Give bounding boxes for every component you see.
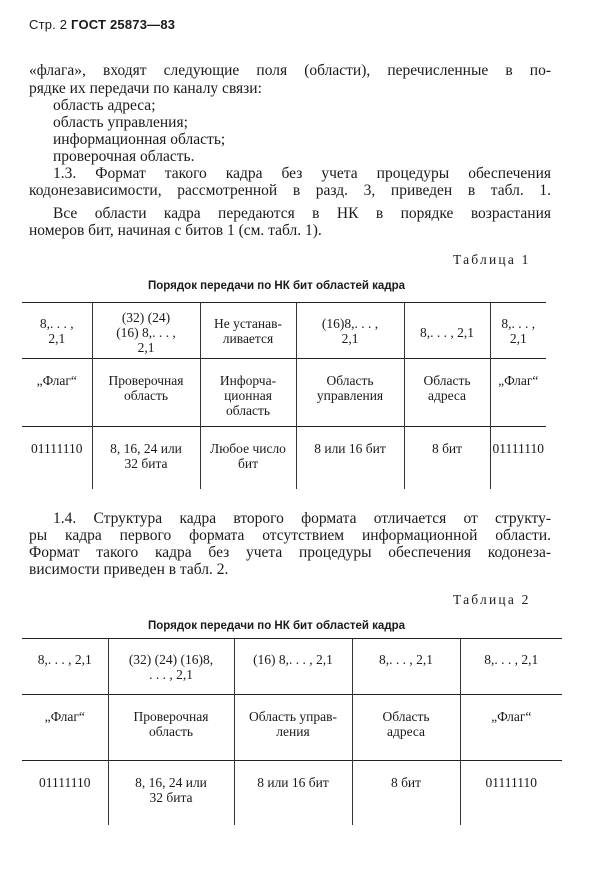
paragraph-line: 1.3. Формат такого кадра без учета процедуры обеспечения bbox=[53, 165, 551, 182]
cell-text: Проверочная область bbox=[133, 709, 209, 739]
cell-text: (32) (24) (16) 8,. . . , 2,1 bbox=[116, 310, 176, 355]
table-cell bbox=[22, 303, 92, 359]
table-cell bbox=[108, 761, 234, 825]
paragraph-line: «флага», входят следующие поля (области), перечисленные в по- bbox=[29, 62, 551, 79]
table-cell bbox=[460, 639, 562, 695]
table-row bbox=[22, 303, 546, 359]
table-cell bbox=[92, 359, 200, 427]
table-cell bbox=[234, 639, 352, 695]
cell-text: Не устанав- ливается bbox=[213, 316, 282, 346]
paragraph-line: ры кадра первого формата отсутствием информационной области. bbox=[29, 527, 551, 544]
paragraph-line: Формат такого кадра без учета процедуры обеспечения кодонеза- bbox=[29, 544, 551, 561]
table-cell bbox=[296, 303, 404, 359]
table-cell bbox=[234, 761, 352, 825]
cell-text: 8,. . . , 2,1 bbox=[379, 652, 433, 667]
table-cell bbox=[460, 761, 562, 825]
table-cell bbox=[352, 639, 460, 695]
list-item: проверочная область. bbox=[53, 148, 195, 165]
list-item: информационная область; bbox=[53, 131, 226, 148]
cell-text: Область управления bbox=[316, 373, 384, 403]
cell-text: 8 или 16 бит bbox=[314, 441, 386, 456]
cell-text: 01111110 bbox=[39, 775, 91, 790]
cell-text: 8, 16, 24 или 32 бита bbox=[110, 441, 182, 471]
paragraph-line: Все области кадра передаются в НК в порядке возрастания bbox=[53, 205, 551, 222]
cell-text: 01111110 bbox=[485, 775, 537, 790]
table-cell bbox=[22, 639, 108, 695]
page-number: Стр. 2 bbox=[29, 17, 68, 32]
data-table bbox=[22, 302, 546, 489]
cell-text: 8,. . . , 2,1 bbox=[39, 316, 74, 346]
table-cell bbox=[234, 695, 352, 761]
paragraph-line: рядке их передачи по каналу связи: bbox=[29, 80, 262, 97]
cell-text: 01111110 bbox=[492, 441, 544, 456]
table-cell bbox=[92, 427, 200, 489]
table-row bbox=[22, 639, 562, 695]
table-title: Порядок передачи по НК бит областей кадра bbox=[148, 620, 406, 632]
table-row bbox=[22, 695, 562, 761]
table-caption: Таблица 1 bbox=[453, 252, 531, 267]
cell-text: 8,. . . , 2,1 bbox=[501, 316, 536, 346]
standard-code: ГОСТ 25873—83 bbox=[71, 17, 176, 32]
table-cell bbox=[108, 695, 234, 761]
table-caption: Таблица 2 bbox=[453, 592, 531, 607]
cell-text: 01111110 bbox=[31, 441, 83, 456]
table-cell bbox=[296, 359, 404, 427]
cell-text: (32) (24) (16)8, . . . , 2,1 bbox=[128, 652, 214, 682]
table-cell bbox=[352, 695, 460, 761]
table-cell bbox=[200, 359, 296, 427]
table-cell bbox=[352, 761, 460, 825]
cell-text: 8 бит bbox=[431, 441, 463, 456]
table-cell bbox=[22, 761, 108, 825]
data-table bbox=[22, 638, 562, 825]
list-item: область адреса; bbox=[53, 97, 156, 114]
list-item: область управления; bbox=[53, 114, 188, 131]
cell-text: 8,. . . , 2,1 bbox=[484, 652, 539, 667]
table-cell bbox=[404, 303, 490, 359]
cell-text: (16) 8,. . . , 2,1 bbox=[253, 652, 333, 667]
paragraph-line: 1.4. Структура кадра второго формата отличается от структу- bbox=[53, 510, 551, 527]
cell-text: 8, 16, 24 или 32 бита bbox=[135, 775, 207, 805]
table-cell bbox=[296, 427, 404, 489]
cell-text: Область адреса bbox=[382, 709, 430, 739]
cell-text: „Флаг“ bbox=[44, 709, 85, 724]
table-cell bbox=[404, 427, 490, 489]
table-title: Порядок передачи по НК бит областей кадра bbox=[148, 280, 406, 292]
paragraph-line: кодонезависимости, рассмотренной в разд. 3, приведен в табл. 1. bbox=[29, 182, 551, 199]
table-cell bbox=[200, 303, 296, 359]
table-cell bbox=[490, 427, 546, 489]
table-cell bbox=[490, 303, 546, 359]
table-cell bbox=[460, 695, 562, 761]
table-cell bbox=[200, 427, 296, 489]
table-cell bbox=[108, 639, 234, 695]
page-header bbox=[29, 17, 175, 32]
table-cell bbox=[404, 359, 490, 427]
cell-text: „Флаг“ bbox=[498, 373, 539, 388]
cell-text: Область управ- ления bbox=[248, 709, 338, 739]
cell-text: „Флаг“ bbox=[491, 709, 532, 724]
table-cell bbox=[490, 359, 546, 427]
table-cell bbox=[22, 427, 92, 489]
table-row bbox=[22, 761, 562, 825]
table-row bbox=[22, 359, 546, 427]
cell-text: Область адреса bbox=[423, 373, 471, 403]
cell-text: 8 или 16 бит bbox=[257, 775, 329, 790]
cell-text: „Флаг“ bbox=[36, 373, 77, 388]
cell-text: Любое число бит bbox=[210, 441, 286, 471]
table-cell bbox=[22, 359, 92, 427]
cell-text: Проверочная область bbox=[108, 373, 184, 403]
cell-text: Инфорча- ционная область bbox=[219, 373, 277, 418]
table-cell bbox=[92, 303, 200, 359]
cell-text: (16)8,. . . , 2,1 bbox=[321, 316, 379, 346]
paragraph-line: висимости приведен в табл. 2. bbox=[29, 561, 229, 578]
table-cell bbox=[22, 695, 108, 761]
cell-text: 8,. . . , 2,1 bbox=[37, 652, 92, 667]
cell-text: 8 бит bbox=[390, 775, 422, 790]
cell-text: 8,. . . , 2,1 bbox=[420, 325, 474, 340]
table-row bbox=[22, 427, 546, 489]
paragraph-line: номеров бит, начиная с битов 1 (см. табл. 1). bbox=[29, 222, 322, 239]
